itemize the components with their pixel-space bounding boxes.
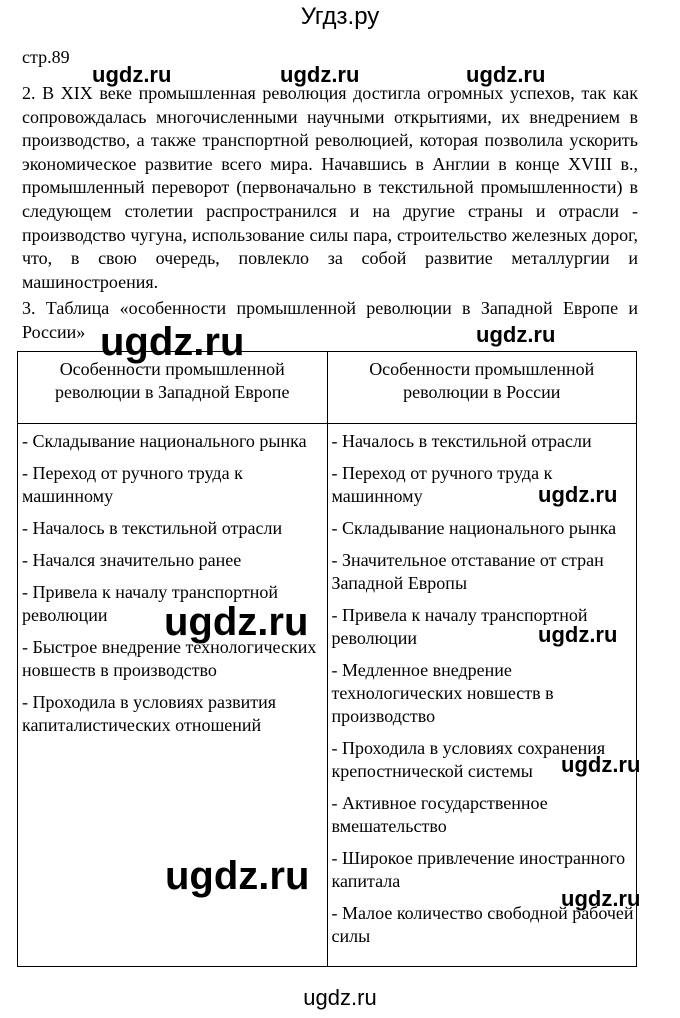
watermark: ugdz.ru — [280, 62, 360, 87]
watermark: ugdz.ru — [538, 482, 618, 507]
list-item: - Привела к началу транспортной революции — [22, 582, 279, 625]
watermark: ugdz.ru — [476, 322, 556, 347]
header-west: Особенности промышленной революции в Западной Европе — [18, 352, 328, 424]
list-item: - Активное государственное вмешательство — [331, 793, 548, 836]
list-item: - Значительное отставание от стран Западной Европы — [331, 550, 604, 593]
watermark: ugdz.ru — [538, 622, 618, 647]
list-item: - Малое количество свободной рабочей силы — [331, 903, 634, 946]
list-item: - Переход от ручного труда к машинному — [331, 463, 553, 506]
list-item: - Складывание национального рынка — [22, 431, 307, 451]
watermark: ugdz.ru — [561, 752, 641, 777]
list-item: - Проходила в условиях развития капиталистических отношений — [22, 692, 276, 735]
list-item: - Началось в текстильной отрасли — [331, 431, 592, 451]
watermark: ugdz.ru — [165, 854, 310, 898]
watermark: ugdz.ru — [92, 62, 172, 87]
list-item: - Проходила в условиях сохранения крепостнической системы — [331, 738, 606, 781]
list-item: - Привела к началу транспортной революции — [331, 605, 588, 648]
list-item: - Начался значительно ранее — [22, 550, 242, 570]
list-item: - Складывание национального рынка — [331, 518, 617, 538]
list-item: - Переход от ручного труда к машинному — [22, 463, 243, 506]
list-item: - Медленное внедрение технологических новшеств в производство — [331, 660, 554, 726]
watermark: ugdz.ru — [466, 62, 546, 87]
page-reference: стр.89 — [22, 47, 70, 67]
watermark: ugdz.ru — [561, 886, 641, 911]
watermark: ugdz.ru — [100, 320, 245, 364]
list-item: - Широкое привлечение иностранного капитала — [331, 848, 626, 891]
list-item: - Быстрое внедрение технологических новшеств в производство — [22, 637, 317, 680]
site-footer: ugdz.ru — [303, 985, 377, 1010]
answer-paragraph-3: 3. Таблица «особенности промышленной революции в Западной Европе и России» — [22, 298, 638, 342]
comparison-table — [17, 351, 637, 967]
answer-paragraph-2: 2. В XIX веке промышленная революция достигла огромных успехов, так как сопровождалась многочисленными научными открытиями, их внедрением в производство, а также транспортной революцией, которая позволила ускорить экономическое развитие всего мира. Начавшись в Англии в конце XVIII в., промышленный переворот (первоначально в текстильной промышленности) в следующем столетии распространился и на другие страны и отрасли - производство чугуна, использование силы пара, строительство железных дорог, что, в свою очередь, повлекло за собой развитие металлургии и машиностроения. — [22, 83, 638, 292]
site-header: Угдз.ру — [300, 3, 380, 30]
watermark: ugdz.ru — [164, 600, 309, 644]
header-russia: Особенности промышленной революции в России — [327, 352, 637, 424]
list-item: - Началось в текстильной отрасли — [22, 518, 283, 538]
